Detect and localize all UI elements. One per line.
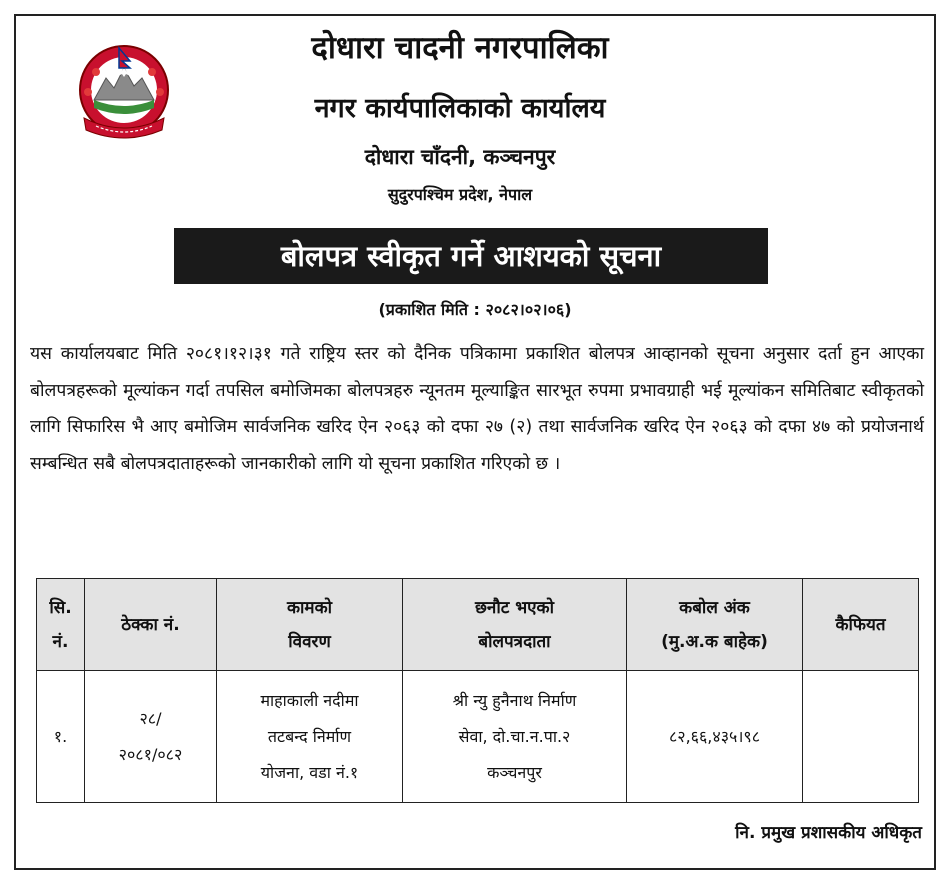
province: सुदुरपश्चिम प्रदेश, नेपाल — [387, 185, 533, 204]
col-header-bidder-line2: बोलपत्रदाता — [478, 631, 551, 652]
cell-amount: ८२,६६,४३५।९८ — [627, 671, 803, 803]
cell-remarks — [803, 671, 919, 803]
location: दोधारा चाँदनी, कञ्चनपुर — [364, 145, 556, 169]
table-header-row — [37, 579, 919, 671]
office-name: नगर कार्यपालिकाको कार्यालय — [314, 93, 606, 124]
col-header-amount-line2: (मु.अ.क बाहेक) — [661, 631, 768, 652]
notice-title: बोलपत्र स्वीकृत गर्ने आशयको सूचना — [174, 228, 768, 284]
cell-bidder-line1: श्री न्यु हुनैनाथ निर्माण — [452, 690, 577, 710]
published-date: (प्रकाशित मिति : २०८२।०२।०६) — [378, 300, 572, 319]
cell-work — [217, 671, 403, 803]
col-header-remarks-label: कैफियत — [835, 614, 886, 635]
award-table — [36, 578, 919, 803]
col-header-work-line1: कामको — [286, 597, 333, 618]
col-header-bidder-line1: छनौट भएको — [474, 597, 555, 618]
col-header-bidder — [403, 579, 627, 671]
col-header-sn — [37, 579, 85, 671]
cell-contract-line2: २०८१/०८२ — [118, 744, 183, 764]
col-header-contract-label: ठेक्का नं. — [121, 614, 180, 635]
nepal-government-emblem-icon — [62, 34, 186, 144]
col-header-amount-line1: कबोल अंक — [679, 597, 750, 618]
col-header-sn-line2: नं. — [52, 631, 69, 652]
col-header-work — [217, 579, 403, 671]
col-header-amount — [627, 579, 803, 671]
cell-work-line3: योजना, वडा नं.१ — [260, 762, 359, 782]
cell-contract-line1: २८/ — [139, 708, 162, 728]
cell-work-line1: माहाकाली नदीमा — [260, 690, 359, 710]
col-header-remarks — [803, 579, 919, 671]
col-header-work-line2: विवरण — [288, 631, 331, 652]
cell-work-line2: तटबन्द निर्माण — [267, 726, 352, 746]
cell-sn: १. — [37, 671, 85, 803]
cell-bidder-line2: सेवा, दो.चा.न.पा.२ — [458, 726, 571, 746]
notice-body — [30, 336, 924, 482]
cell-bidder-line3: कञ्चनपुर — [487, 762, 542, 782]
table-row — [37, 671, 919, 803]
col-header-contract — [85, 579, 217, 671]
signoff-signatory: नि. प्रमुख प्रशासकीय अधिकृत — [735, 823, 922, 843]
notice-body-text: यस कार्यालयबाट मिति २०८१।१२।३१ गते राष्ट्रिय स्तर को दैनिक पत्रिकामा प्रकाशित बोलपत्र आव्हानको सूचना अनुसार दर्ता हुन आएका बोलपत्रहरूको मूल्यांकन गर्दा तपसिल बमोजिमका बोलपत्रहरु न्यूनतम मूल्याङ्कित सारभूत रुपमा प्रभावग्राही भई मूल्यांकन समितिबाट स्वीकृतको लागि सिफारिस भै आए बमोजिम सार्वजनिक खरिद ऐन २०६३ को दफा २७ (२) तथा सार्वजनिक खरिद ऐन २०६३ को दफा ४७ को प्रयोजनार्थ सम्बन्धित सबै बोलपत्रदाताहरूको जानकारीको लागि यो सूचना प्रकाशित गरिएको छ । — [30, 344, 924, 474]
cell-contract — [85, 671, 217, 803]
col-header-sn-line1: सि. — [49, 597, 72, 618]
cell-bidder — [403, 671, 627, 803]
municipality-name: दोधारा चादनी नगरपालिका — [311, 30, 609, 66]
